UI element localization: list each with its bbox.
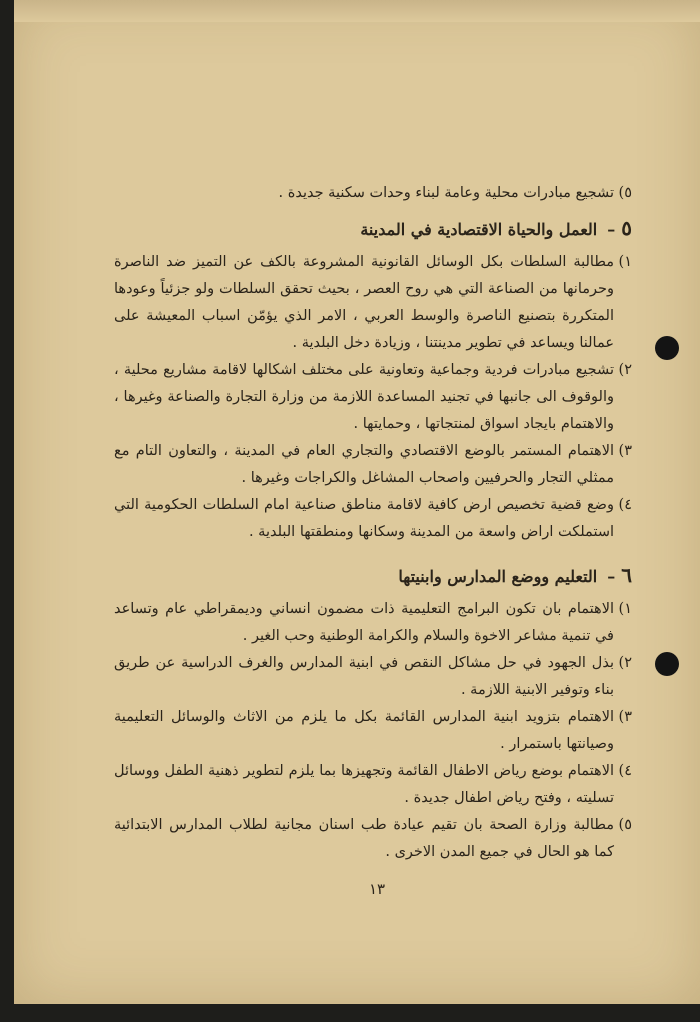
page-number: ١٣ — [368, 880, 386, 898]
binder-hole-bottom — [655, 652, 679, 676]
item-number: ٣) — [618, 709, 632, 725]
list-item — [114, 758, 632, 812]
section-number: ٥ — [621, 216, 632, 240]
section-number: ٦ — [621, 563, 632, 587]
section-5-heading — [114, 215, 632, 243]
item-text: تشجيع مبادرات فردية وجماعية وتعاونية على مختلف اشكالها لاقامة مشاريع محلية ، والوقوف الى جانبها في تجنيد المساعدة اللازمة من وزارة التجارة والصناعة وغيرها ، والاهتمام بايجاد اسواق لمنتجاتها ، وحمايتها . — [114, 362, 614, 432]
list-item — [114, 492, 632, 546]
item-number: ١) — [618, 254, 632, 270]
item-number: ٥) — [618, 185, 632, 201]
section-title: التعليم ووضع المدارس وابنيتها — [398, 567, 598, 586]
item-number: ٤) — [618, 497, 632, 513]
item-text: مطالبة وزارة الصحة بان تقيم عيادة طب اسنان مجانية لطلاب المدارس الابتدائية كما هو الحال في جميع المدن الاخرى . — [114, 817, 614, 860]
item-text: وضع قضية تخصيص ارض كافية لاقامة مناطق صناعية امام السلطات الحكومية التي استملكت اراض واسعة من المدينة وسكانها ومنطقتها البلدية . — [114, 497, 614, 540]
intro-item — [114, 180, 632, 207]
section-title: العمل والحياة الاقتصادية في المدينة — [360, 220, 598, 239]
document-page — [14, 0, 700, 1004]
item-number: ٢) — [618, 362, 632, 378]
item-number: ٥) — [618, 817, 632, 833]
item-text: بذل الجهود في حل مشاكل النقص في ابنية المدارس والغرف الدراسية عن طريق بناء وتوفير الابنية اللازمة . — [114, 655, 614, 698]
section-spacer — [114, 546, 632, 554]
item-text: تشجيع مبادرات محلية وعامة لبناء وحدات سكنية جديدة . — [278, 185, 614, 201]
document-body — [114, 180, 632, 866]
item-text: الاهتمام بوضع رياض الاطفال القائمة وتجهيزها بما يلزم لتطوير ذهنية الطفل ووسائل تسليته ، وفتح رياض اطفال جديدة . — [114, 763, 614, 806]
list-item — [114, 249, 632, 357]
item-text: الاهتمام بتزويد ابنية المدارس القائمة بكل ما يلزم من الاثاث والوسائل التعليمية وصيانتها باستمرار . — [114, 709, 614, 752]
list-item — [114, 438, 632, 492]
item-number: ٤) — [618, 763, 632, 779]
item-text: الاهتمام المستمر بالوضع الاقتصادي والتجاري العام في المدينة ، والتعاون التام مع ممثلي التجار والحرفيين واصحاب المشاغل والكراجات وغيرها . — [114, 443, 614, 486]
heading-dash: – — [607, 220, 616, 239]
list-item — [114, 704, 632, 758]
item-number: ١) — [618, 601, 632, 617]
list-item — [114, 812, 632, 866]
binder-hole-top — [655, 336, 679, 360]
list-item — [114, 596, 632, 650]
list-item — [114, 650, 632, 704]
section-6-heading — [114, 562, 632, 590]
item-text: الاهتمام بان تكون البرامج التعليمية ذات مضمون انساني وديمقراطي عام وتساعد في تنمية مشاعر الاخوة والسلام والكرامة الوطنية وحب الغير . — [114, 601, 614, 644]
heading-dash: – — [607, 567, 616, 586]
item-number: ٢) — [618, 655, 632, 671]
item-text: مطالبة السلطات بكل الوسائل القانونية المشروعة بالكف عن التميز ضد الناصرة وحرمانها من الصناعة التي هي روح العصر ، بحيث تحقق السلطات ولو جزئياً وعودها المتكررة بتصنيع الناصرة والوسط العربي ، الامر الذي يؤمّن اسباب المعيشة على عمالنا ويساعد في تطوير مدينتنا ، وزيادة دخل البلدية . — [114, 254, 614, 351]
list-item — [114, 357, 632, 438]
item-number: ٣) — [618, 443, 632, 459]
scan-edge-strip — [14, 0, 700, 22]
